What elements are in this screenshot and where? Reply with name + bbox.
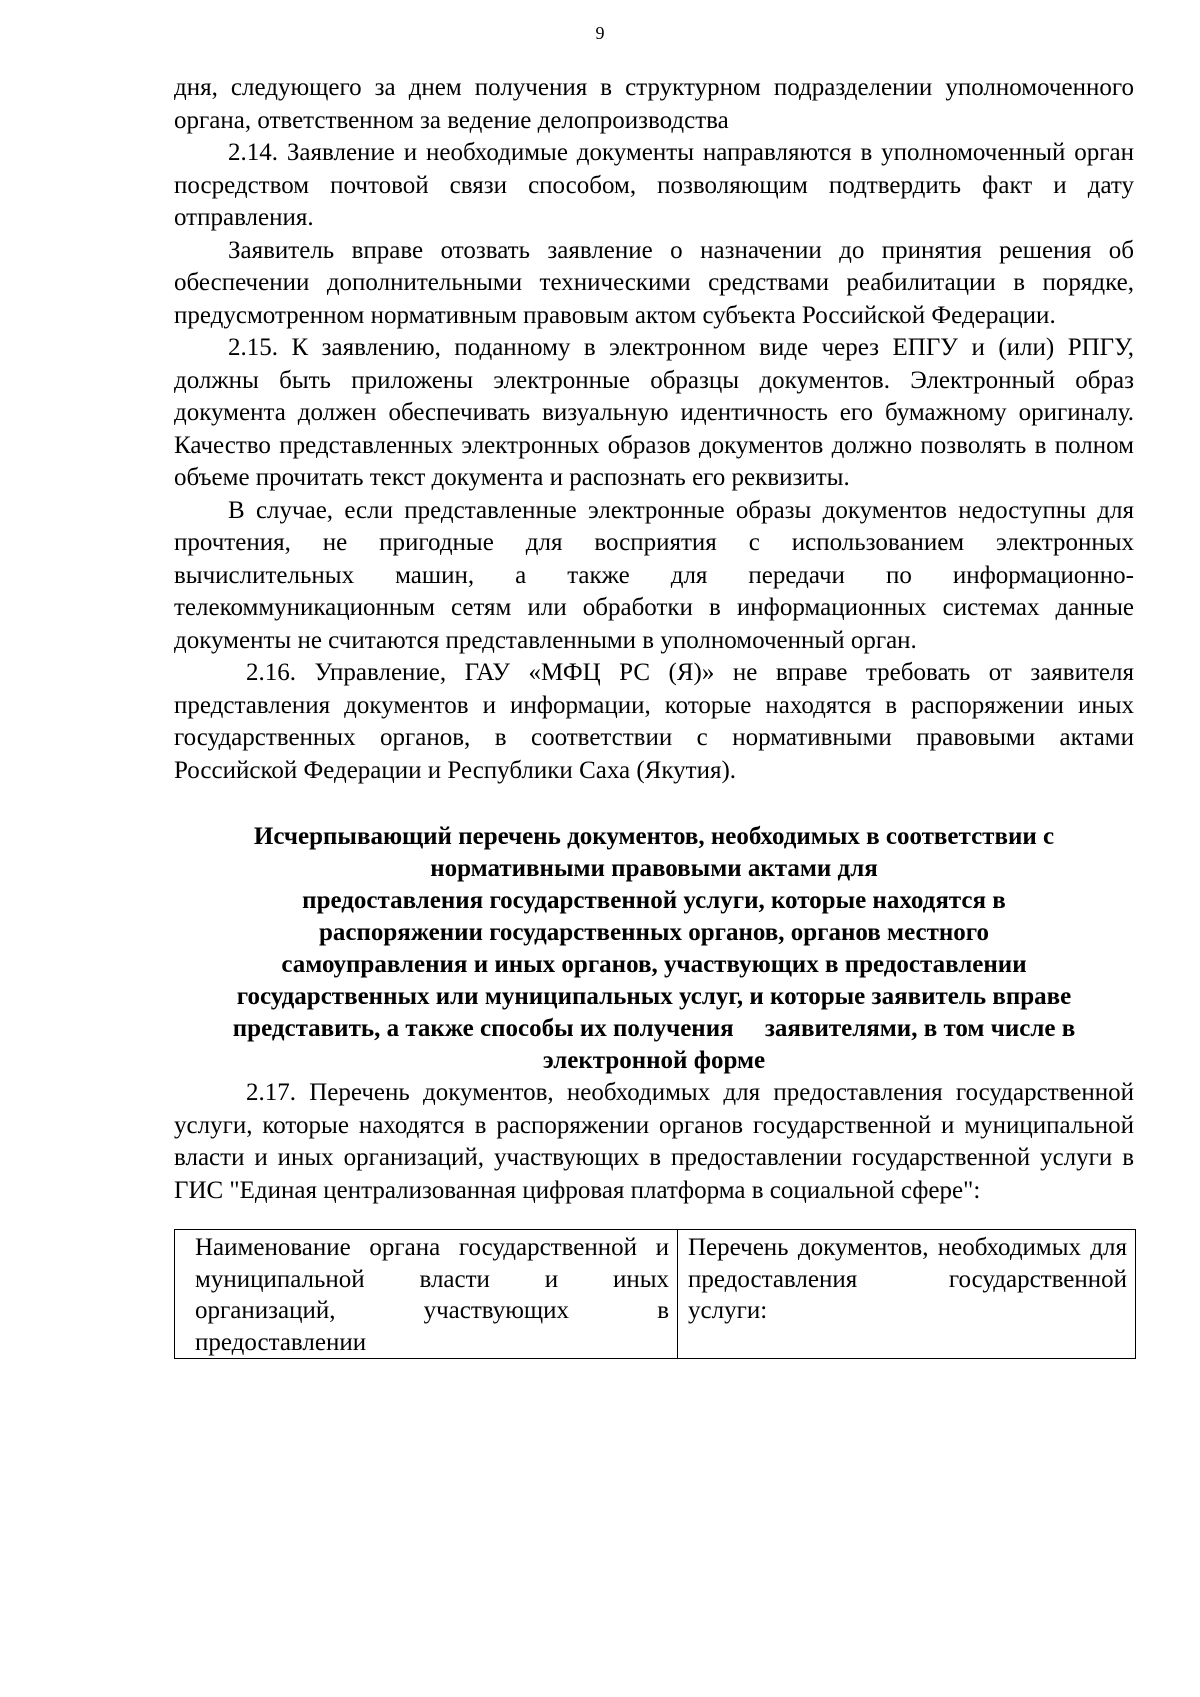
paragraph-2-16: 2.16. Управление, ГАУ «МФЦ РС (Я)» не вправе требовать от заявителя представления документов и информации, которые находятся в распоряжении иных государственных органов, в соответствии с нормативными правовыми актами Российской Федерации и Республики Саха (Якутия). <box>174 659 1134 784</box>
paragraph-unreadable-docs: В случае, если представленные электронные образы документов недоступны для прочтения, не пригодные для восприятия с использованием электронных вычислительных машин, а также для передачи по информационно-телекоммуникационным сетям или обработки в информационных системах данные документы не считаются представленными в уполномоченный орган. <box>174 496 1134 654</box>
table-header-documents: Перечень документов, необходимых для предоставления государственной услуги: <box>678 1230 1136 1359</box>
documents-table <box>174 1229 1136 1359</box>
paragraph-withdrawal: Заявитель вправе отозвать заявление о назначении до принятия решения об обеспечении дополнительными техническими средствами реабилитации в порядке, предусмотренном нормативным правовым актом субъекта Российской Федерации. <box>174 236 1134 329</box>
paragraph-continuation: дня, следующего за днем получения в структурном подразделении уполномоченного органа, ответственном за ведение делопроизводства <box>174 74 1134 134</box>
document-body <box>174 72 1134 1359</box>
paragraph-2-15: 2.15. К заявлению, поданному в электронном виде через ЕПГУ и (или) РПГУ, должны быть приложены электронные образцы документов. Электронный образ документа должен обеспечивать визуальную идентичность его бумажному оригиналу. Качество представленных электронных образов документов должно позволять в полном объеме прочитать текст документа и распознать его реквизиты. <box>174 334 1134 491</box>
heading-line: самоуправления и иных органов, участвующих в предоставлении <box>281 951 1027 978</box>
page-number: 9 <box>595 23 605 43</box>
heading-line: распоряжении государственных органов, органов местного <box>319 919 989 946</box>
section-heading <box>174 821 1134 1077</box>
paragraph-2-14: 2.14. Заявление и необходимые документы направляются в уполномоченный орган посредством почтовой связи способом, позволяющим подтвердить факт и дату отправления. <box>174 139 1134 231</box>
paragraph-2-17: 2.17. Перечень документов, необходимых для предоставления государственной услуги, которые находятся в распоряжении органов государственной и муниципальной власти и иных организаций, участвующих в предоставлении государственной услуги в ГИС "Единая централизованная цифровая платформа в социальной сфере": <box>174 1079 1134 1204</box>
heading-line: представить, а также способы их получения заявителями, в том числе в <box>232 1015 1076 1042</box>
heading-line: государственных или муниципальных услуг, и которые заявитель вправе <box>236 983 1072 1010</box>
table-header-authority: Наименование органа государственной и муниципальной власти и иных организаций, участвующих в предоставлении <box>175 1230 678 1359</box>
table-row <box>175 1230 1136 1359</box>
heading-line: электронной форме <box>542 1047 766 1074</box>
heading-line: нормативными правовыми актами для <box>430 855 878 882</box>
heading-line: Исчерпывающий перечень документов, необходимых в соответствии с <box>253 823 1055 850</box>
heading-line: предоставления государственной услуги, которые находятся в <box>302 887 1006 914</box>
